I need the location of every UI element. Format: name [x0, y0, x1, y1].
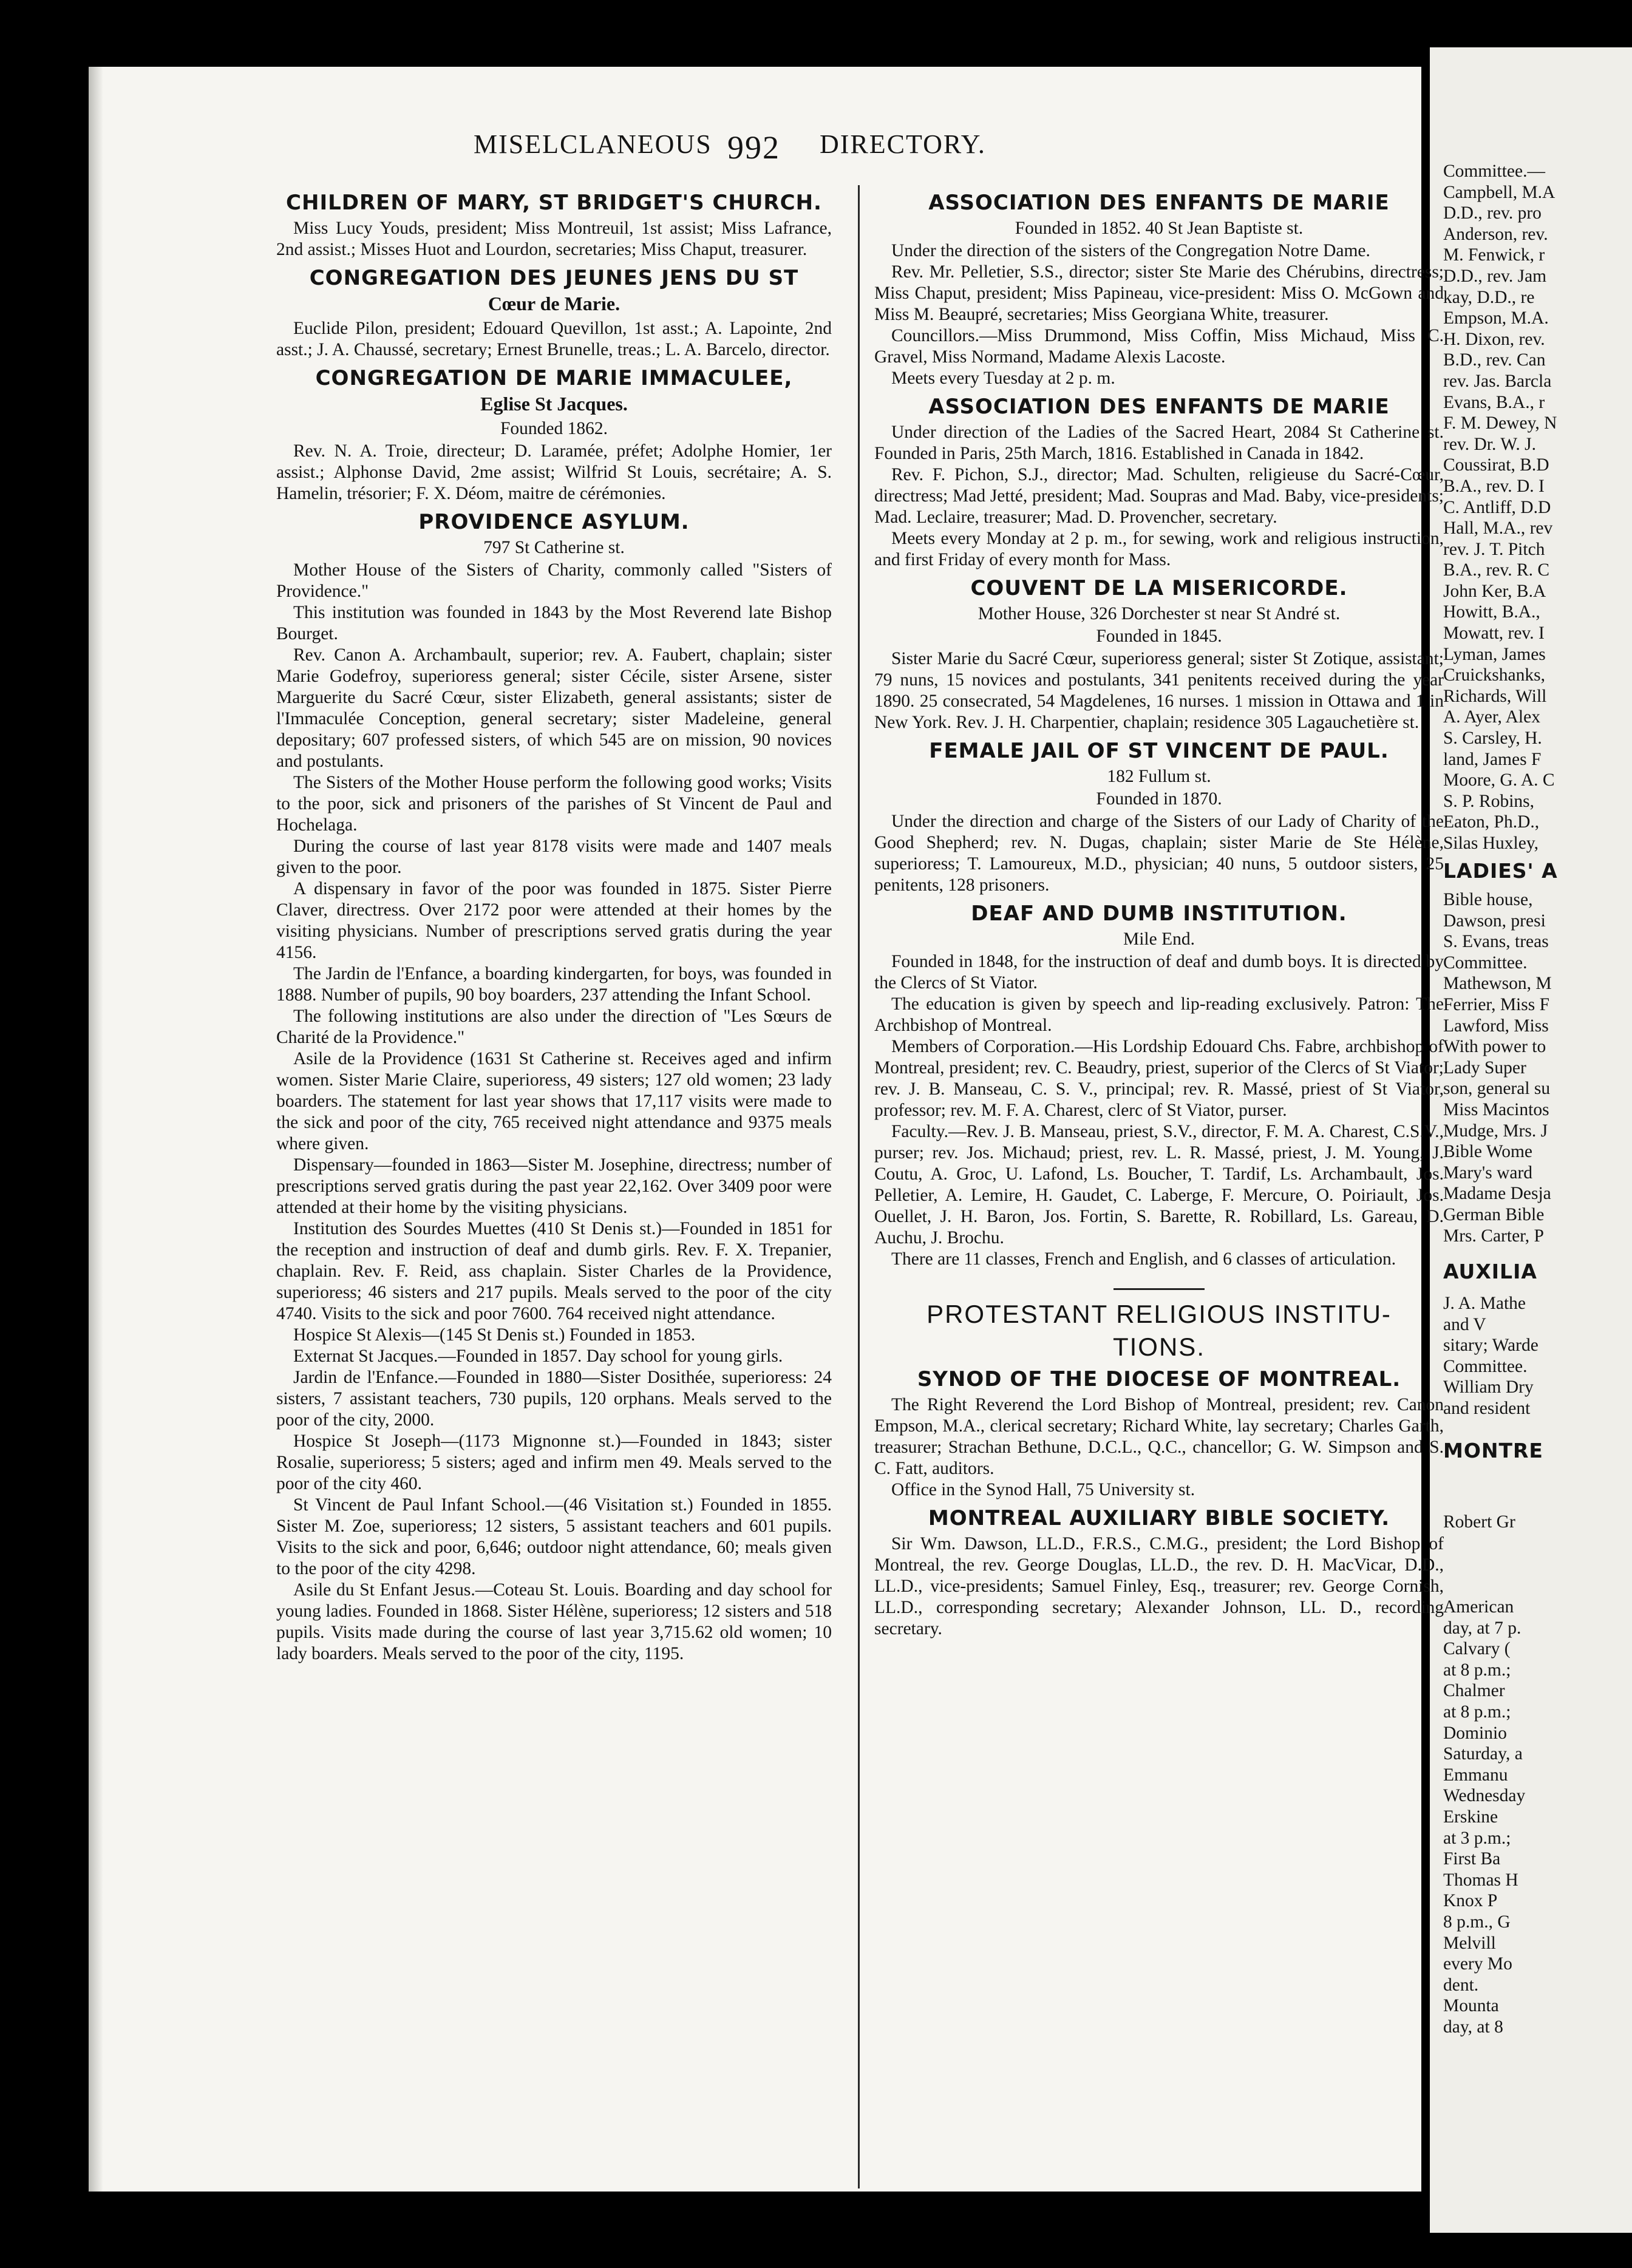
facing-line: dent.: [1443, 1975, 1479, 1995]
entry-paragraph: Mother House of the Sisters of Charity, commonly called "Sisters of Providence.": [276, 560, 832, 601]
facing-line: Lawford, Miss: [1443, 1016, 1549, 1036]
entry-paragraph: St Vincent de Paul Infant School.—(46 Visitation st.) Founded in 1855. Sister M. Zoe, superioress; 12 sisters, 5 assistant teachers and 601 pupils. Visits to the sick and poor, 6,646; outdoor night attendance, 60; meals given to the poor of the city 4298.: [276, 1495, 832, 1578]
entry-paragraph: Faculty.—Rev. J. B. Manseau, priest, S.V., director, F. M. A. Charest, C.S.V., purser; rev. Jos. Michaud; priest, rev. L. R. Massé, priest, J. M. Young, J. Coutu, A. Groc, U. Lafond, Ls. Boucher, T. Tardif, Ls. Archambault, Jos. Pelletier, A. Lemire, H. Gaudet, C. Laberge, F. Mercure, O. Poiriault, Jos. Ouellet, J. H. Baron, Jos. Fortin, S. Barette, R. Robillard, Ls. Gareau, D. Auchu, J. Brochu.: [874, 1122, 1444, 1248]
facing-line: J. A. Mathe: [1443, 1294, 1526, 1313]
facing-heading-montre: MONTRE: [1443, 1439, 1543, 1462]
entry-paragraph: Institution des Sourdes Muettes (410 St Denis st.)—Founded in 1851 for the reception and instruction of deaf and dumb girls. Rev. F. X. Trepanier, chaplain. Rev. F. Reid, ass chaplain. Sister Charles de la Providence, superioress; 46 sisters and 217 pupils. Meals served to the poor of the city 4740. Visits to the sick and poor 7600. 764 received night attendance.: [276, 1219, 832, 1323]
facing-ladies-list: [1443, 889, 1632, 1246]
facing-line: Lyman, James: [1443, 644, 1546, 664]
entry-paragraph: The Right Reverend the Lord Bishop of Montreal, president; rev. Canon Empson, M.A., clerical secretary; Richard White, lay secretary; Charles Garth, treasurer; Strachan Bethune, D.C.L., Q.C., chancellor; G. W. Simpson and S. C. Fatt, auditors.: [874, 1395, 1444, 1478]
facing-line: Erskine: [1443, 1807, 1498, 1827]
entry-paragraph: During the course of last year 8178 visits were made and 1407 meals given to the poor.: [276, 837, 832, 877]
entry-subheading: Founded in 1852. 40 St Jean Baptiste st.: [1015, 219, 1304, 238]
entry-heading: MONTREAL AUXILIARY BIBLE SOCIETY.: [928, 1506, 1390, 1530]
facing-line: First Ba: [1443, 1849, 1501, 1869]
entry-paragraph: Rev. Canon A. Archambault, superior; rev. A. Faubert, chaplain; sister Marie Godefroy, superioress general; sister Cécile, sister Arsene, sister Marguerite du Sacré Cœur, sister Elizabeth, general assistants; sister de l'Immaculée Conception, general secretary; sister Madeleine, general depositary; 607 professed sisters, of which 545 are on mission, 90 novices and postulants.: [276, 645, 832, 771]
entry-heading: CONGREGATION DE MARIE IMMACULEE,: [315, 366, 793, 390]
facing-line: Mounta: [1443, 1996, 1499, 2016]
facing-line: Thomas H: [1443, 1870, 1518, 1890]
facing-line: Richards, Will: [1443, 686, 1547, 706]
entry-subheading: 797 St Catherine st.: [483, 538, 625, 557]
entry-paragraph: Under direction of the Ladies of the Sacred Heart, 2084 St Catherine st. Founded in Paris, 25th March, 1816. Established in Canada in 1842.: [874, 423, 1444, 463]
facing-line: Robert Gr: [1443, 1512, 1515, 1532]
facing-line: Mary's ward: [1443, 1163, 1533, 1183]
facing-line: rev. Dr. W. J.: [1443, 434, 1536, 454]
entry-paragraph: Members of Corporation.—His Lordship Edouard Chs. Fabre, archbishop of Montreal, president; rev. C. Beaudry, priest, superior of the Clercs of St Viator; rev. J. B. Manseau, C. S. V., principal; rev. R. Massé, priest of St Viator, professor; rev. M. F. A. Charest, clerc of St Viator, purser.: [874, 1037, 1444, 1120]
running-head-directory: DIRECTORY.: [820, 129, 986, 159]
section-rule: [1114, 1288, 1205, 1290]
facing-line: Eaton, Ph.D.,: [1443, 812, 1540, 832]
facing-line: Chalmer: [1443, 1681, 1505, 1701]
facing-heading-ladies: LADIES' A: [1443, 859, 1558, 883]
facing-line: Anderson, rev.: [1443, 224, 1548, 244]
facing-heading-auxilia: AUXILIA: [1443, 1260, 1537, 1283]
facing-line: Emmanu: [1443, 1765, 1508, 1785]
entry-paragraph: Rev. F. Pichon, S.J., director; Mad. Schulten, religieuse du Sacré-Cœur, directress; Mad Jetté, president; Mad. Soupras and Mad. Baby, vice-presidents; Mad. Leclaire, treasurer; Mad. D. Provencher, secretary.: [874, 465, 1444, 527]
entry-paragraph: Councillors.—Miss Drummond, Miss Coffin, Miss Michaud, Miss C. Gravel, Miss Normand, Madame Alexis Lacoste.: [874, 326, 1444, 367]
entry-paragraph: Dispensary—founded in 1863—Sister M. Josephine, directress; number of prescriptions served gratis during the past year 22,162. Over 3409 poor were attended at their home by the visiting physicians.: [276, 1155, 832, 1217]
entry-founded: Founded in 1845.: [1096, 626, 1222, 646]
facing-line: H. Dixon, rev.: [1443, 329, 1545, 349]
facing-line: Bible house,: [1443, 890, 1533, 909]
facing-line: Calvary (: [1443, 1639, 1511, 1659]
facing-line: Committee.: [1443, 1356, 1528, 1376]
entry-paragraph: The Jardin de l'Enfance, a boarding kindergarten, for boys, was founded in 1888. Number of pupils, 90 boy boarders, 237 attending the Infant School.: [276, 964, 832, 1005]
facing-line: Miss Macintos: [1443, 1099, 1549, 1119]
facing-line: Cruickshanks,: [1443, 665, 1545, 685]
facing-line: Bible Wome: [1443, 1142, 1533, 1162]
facing-montre-line: [1443, 1512, 1632, 1533]
entry-heading: CHILDREN OF MARY, ST BRIDGET'S CHURCH.: [286, 191, 822, 215]
facing-line: at 8 p.m.;: [1443, 1660, 1511, 1680]
protestant-heading-line1: PROTESTANT RELIGIOUS INSTITU-: [926, 1300, 1392, 1328]
facing-line: at 3 p.m.;: [1443, 1828, 1511, 1848]
entry-paragraph: The Sisters of the Mother House perform the following good works; Visits to the poor, sick and prisoners of the parishes of St Vincent de Paul and Hochelaga.: [276, 773, 832, 835]
facing-line: D.D., rev. Jam: [1443, 266, 1547, 286]
entry-subheading: 182 Fullum st.: [1107, 767, 1211, 786]
facing-line: Dominio: [1443, 1723, 1507, 1743]
facing-line: son, general su: [1443, 1079, 1551, 1099]
entry-paragraph: The education is given by speech and lip-reading exclusively. Patron: The Archbishop of Montreal.: [874, 994, 1444, 1035]
running-head: [474, 129, 1081, 165]
entry-paragraph: Sister Marie du Sacré Cœur, superioress general; sister St Zotique, assistant; 79 nuns, 15 novices and postulants, 341 penitents received during the year 1890. 25 consecrated, 54 Magdelenes, 16 nurses. 1 mission in Ottawa and 1 in New York. Rev. J. H. Charpentier, chaplain; residence 305 Lagauchetière st.: [874, 649, 1444, 732]
page-gutter-shadow: [89, 67, 103, 2192]
entry-paragraph: Euclide Pilon, president; Edouard Quevillon, 1st asst.; A. Lapointe, 2nd asst.; J. A. Chaussé, secretary; Ernest Brunelle, treas.; L. A. Barcelo, director.: [276, 319, 832, 359]
facing-line: Knox P: [1443, 1891, 1498, 1911]
entry-paragraph: The following institutions are also under the direction of "Les Sœurs de Charité de la Providence.": [276, 1007, 832, 1047]
entry-paragraph: Under the direction and charge of the Sisters of our Lady of Charity of the Good Shepherd; rev. N. Dugas, chaplain; sister Marie de Ste Hélène, superioress; T. Lamoureux, M.D., physician; 40 nuns, 5 outdoor sisters, 25 penitents, 128 prisoners.: [874, 812, 1444, 895]
entry-paragraph: Jardin de l'Enfance.—Founded in 1880—Sister Dosithée, superioress: 24 sisters, 7 assistant teachers, 730 pupils, 120 orphans. Meals served to the poor of the city, 2000.: [276, 1368, 832, 1430]
left-column: [276, 185, 832, 1665]
page-number: 992: [727, 129, 780, 166]
facing-auxilia-list: [1443, 1293, 1632, 1419]
facing-line: D.D., rev. pro: [1443, 203, 1542, 223]
facing-line: Coussirat, B.D: [1443, 455, 1549, 475]
facing-line: Committee.—: [1443, 161, 1545, 181]
facing-line: Saturday, a: [1443, 1744, 1523, 1764]
protestant-heading-line2: TIONS.: [1112, 1333, 1205, 1361]
facing-line: every Mo: [1443, 1954, 1512, 1974]
entry-paragraph: Asile de la Providence (1631 St Catherine st. Receives aged and infirm women. Sister Marie Claire, superioress, 49 sisters; 127 old women; 23 lady boarders. The statement for last year shows that 17,117 visits were made to the sick and poor of the city, 765 received night attendance and 9375 meals where given.: [276, 1049, 832, 1153]
entry-heading: DEAF AND DUMB INSTITUTION.: [971, 901, 1347, 926]
facing-line: William Dry: [1443, 1377, 1534, 1397]
entry-paragraph: Office in the Synod Hall, 75 University st.: [891, 1480, 1195, 1499]
facing-line: and resident: [1443, 1398, 1531, 1418]
facing-line: B.D., rev. Can: [1443, 350, 1546, 370]
entry-paragraph: Hospice St Alexis—(145 St Denis st.) Founded in 1853.: [293, 1325, 696, 1345]
entry-subheading: Mile End.: [1123, 929, 1195, 949]
entry-paragraph: Meets every Tuesday at 2 p. m.: [891, 368, 1115, 388]
facing-line: Mrs. Carter, P: [1443, 1226, 1544, 1246]
entry-paragraph: Miss Lucy Youds, president; Miss Montreuil, 1st assist; Miss Lafrance, 2nd assist.; Misses Huot and Lourdon, secretaries; Miss Chaput, treasurer.: [276, 219, 832, 259]
facing-line: S. Evans, treas: [1443, 932, 1549, 952]
facing-line: Ferrier, Miss F: [1443, 994, 1549, 1014]
facing-line: John Ker, B.A: [1443, 581, 1546, 601]
entry-subheading: Founded 1862.: [500, 419, 608, 438]
facing-line: Moore, G. A. C: [1443, 770, 1555, 790]
facing-line: German Bible: [1443, 1204, 1545, 1224]
entry-paragraph: Externat St Jacques.—Founded in 1857. Day school for young girls.: [293, 1346, 783, 1366]
facing-line: M. Fenwick, r: [1443, 245, 1545, 265]
entry-heading-line2: Eglise St Jacques.: [480, 393, 628, 415]
facing-line: rev. Jas. Barcla: [1443, 371, 1552, 391]
facing-line: Campbell, M.A: [1443, 182, 1555, 202]
facing-line: Silas Huxley,: [1443, 834, 1539, 853]
facing-line: A. Ayer, Alex: [1443, 707, 1540, 727]
entry-heading: PROVIDENCE ASYLUM.: [418, 510, 690, 534]
entry-heading: ASSOCIATION DES ENFANTS DE MARIE: [928, 191, 1390, 215]
facing-line: B.A., rev. R. C: [1443, 560, 1550, 580]
entry-heading: FEMALE JAIL OF ST VINCENT DE PAUL.: [929, 739, 1389, 763]
entry-paragraph: Asile du St Enfant Jesus.—Coteau St. Louis. Boarding and day school for young ladies. Founded in 1868. Sister Hélène, superioress; 12 sisters and 518 pupils. Visits made during the course of last year 3,715.62 old women; 10 lady boarders. Meals served to the poor of the city, 1195.: [276, 1580, 832, 1663]
facing-line: Madame Desja: [1443, 1184, 1551, 1204]
column-rule: [858, 185, 860, 2188]
entry-paragraph: A dispensary in favor of the poor was founded in 1875. Sister Pierre Claver, directress. Over 2172 poor were attended at their homes by the visiting physicians. Number of prescriptions served gratis during the year 4156.: [276, 879, 832, 962]
facing-line: Committee.: [1443, 952, 1528, 973]
facing-line: Howitt, B.A.,: [1443, 602, 1540, 622]
facing-line: Hall, M.A., rev: [1443, 518, 1553, 538]
entry-heading: ASSOCIATION DES ENFANTS DE MARIE: [928, 395, 1390, 419]
facing-line: Lady Super: [1443, 1058, 1526, 1078]
entry-heading: COUVENT DE LA MISERICORDE.: [970, 576, 1348, 600]
facing-line: F. M. Dewey, N: [1443, 413, 1557, 433]
facing-line: Mowatt, rev. I: [1443, 623, 1545, 643]
entry-heading: SYNOD OF THE DIOCESE OF MONTREAL.: [917, 1367, 1401, 1391]
facing-line: S. Carsley, H.: [1443, 728, 1542, 749]
facing-line: day, at 7 p.: [1443, 1618, 1521, 1638]
entry-paragraph: Rev. N. A. Troie, directeur; D. Laramée, préfet; Adolphe Homier, 1er assist.; Alphonse David, 2me assist; Wilfrid St Louis, secrétaire; A. S. Hamelin, trésorier; F. X. Déom, maitre de cérémonies.: [276, 441, 832, 503]
entry-paragraph: Sir Wm. Dawson, LL.D., F.R.S., C.M.G., president; the Lord Bishop of Montreal, the rev. George Douglas, LL.D., the rev. D. H. MacVicar, D.D., LL.D., vice-presidents; Samuel Finley, Esq., treasurer; rev. George Cornish, LL.D., corresponding secretary; Alexander Johnson, LL. D., recording secretary.: [874, 1534, 1444, 1638]
entry-heading-line2: Cœur de Marie.: [488, 293, 620, 314]
entry-paragraph: This institution was founded in 1843 by the Most Reverend late Bishop Bourget.: [276, 603, 832, 643]
facing-line: day, at 8: [1443, 2017, 1503, 2037]
facing-line: Evans, B.A., r: [1443, 392, 1545, 412]
facing-line: Mudge, Mrs. J: [1443, 1121, 1548, 1141]
facing-line: American: [1443, 1597, 1514, 1617]
facing-churches-list: [1443, 1597, 1632, 2037]
facing-line: Melvill: [1443, 1933, 1496, 1953]
entry-subheading: Mother House, 326 Dorchester st near St André st.: [977, 604, 1341, 623]
facing-line: B.A., rev. D. I: [1443, 476, 1545, 496]
facing-line: C. Antliff, D.D: [1443, 497, 1551, 517]
facing-line: rev. J. T. Pitch: [1443, 539, 1545, 559]
facing-line: kay, D.D., re: [1443, 287, 1535, 307]
facing-committee-list: [1443, 161, 1632, 854]
entry-paragraph: Under the direction of the sisters of the Congregation Notre Dame.: [891, 241, 1370, 260]
facing-line: Wednesday: [1443, 1786, 1526, 1806]
facing-line: land, James F: [1443, 749, 1542, 769]
entry-founded: Founded in 1870.: [1096, 789, 1222, 809]
facing-line: at 8 p.m.;: [1443, 1702, 1511, 1722]
running-head-title: MISELCLANEOUS: [474, 129, 712, 159]
facing-line: and V: [1443, 1314, 1486, 1334]
facing-line: With power to: [1443, 1037, 1546, 1057]
facing-line: Dawson, presi: [1443, 911, 1546, 931]
facing-line: Mathewson, M: [1443, 974, 1552, 994]
entry-paragraph: Founded in 1848, for the instruction of deaf and dumb boys. It is directed by the Clercs of St Viator.: [874, 952, 1444, 993]
entry-paragraph: Hospice St Joseph—(1173 Mignonne st.)—Founded in 1843; sister Rosalie, superioress; 5 sisters; aged and infirm men 49. Meals served to the poor of the city 460.: [276, 1431, 832, 1493]
entry-paragraph: There are 11 classes, French and English, and 6 classes of articulation.: [891, 1249, 1396, 1269]
facing-line: Empson, M.A.: [1443, 308, 1549, 328]
entry-heading: CONGREGATION DES JEUNES JENS DU ST: [309, 266, 799, 290]
facing-line: 8 p.m., G: [1443, 1912, 1511, 1932]
entry-paragraph: Rev. Mr. Pelletier, S.S., director; sister Ste Marie des Chérubins, directress; Miss Chaput, president; Miss Papineau, vice-president: Miss O. McGown and Miss M. Beaupré, secretaries; Miss Georgiana White, treasurer.: [874, 262, 1444, 324]
facing-line: sitary; Warde: [1443, 1336, 1538, 1356]
middle-column: [874, 185, 1444, 1640]
facing-line: S. P. Robins,: [1443, 791, 1535, 811]
entry-paragraph: Meets every Monday at 2 p. m., for sewing, work and religious instruction, and first Friday of every month for Mass.: [874, 529, 1444, 569]
